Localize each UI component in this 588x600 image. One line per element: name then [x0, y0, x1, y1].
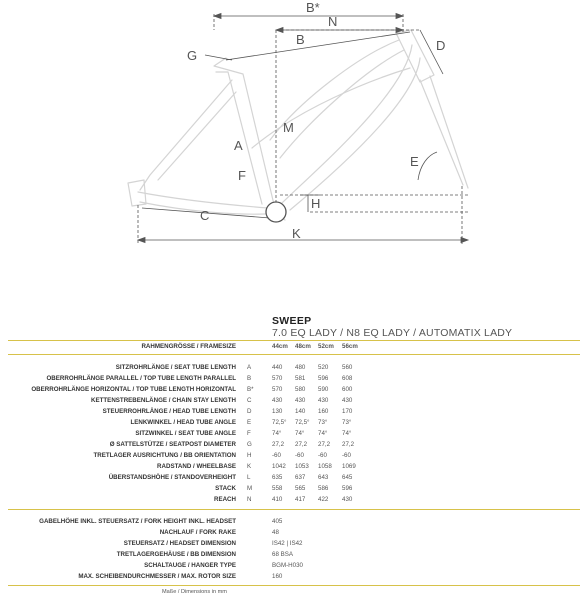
label-b-star: B*	[306, 0, 320, 15]
bike-frame-outline	[128, 30, 468, 220]
label-k: K	[292, 226, 301, 241]
size-col: 48cm	[295, 343, 311, 350]
divider-middle	[8, 509, 580, 510]
dimension-labels	[187, 0, 445, 241]
spec-row: STEUERSATZ / HEADSET DIMENSION IS42 | IS42	[123, 540, 303, 547]
table-header	[0, 342, 588, 352]
table-row: STEUERROHRLÄNGE / HEAD TUBE LENGTH D 130 140 160 170	[102, 408, 353, 415]
table-row: REACH N 410 417 422 430	[213, 496, 353, 503]
table-row: KETTENSTREBENLÄNGE / CHAIN STAY LENGTH C 430 430 430 430	[91, 397, 353, 404]
spec-row: SCHALTAUGE / HANGER TYPE BGM-H030	[144, 562, 303, 569]
divider-bottom	[8, 585, 580, 586]
frame-size-label: RAHMENGRÖSSE / FRAMESIZE	[141, 343, 236, 350]
table-row: TRETLAGER AUSRICHTUNG / BB ORIENTATION H -60 -60 -60 -60	[93, 452, 351, 459]
table-row: SITZROHRLÄNGE / SEAT TUBE LENGTH A 440 480 520 560	[115, 364, 353, 371]
spec-row: NACHLAUF / FORK RAKE 48	[159, 529, 279, 536]
label-b: B	[296, 32, 305, 47]
table-row: Ø SATTELSTÜTZE / SEATPOST DIAMETER G 27,2 27,2 27,2 27,2	[109, 441, 355, 448]
divider-top	[8, 340, 580, 341]
bottom-bracket	[266, 202, 286, 222]
table-row: OBERROHRLÄNGE PARALLEL / TOP TUBE LENGTH PARALLEL B 570 581 596 608	[46, 375, 353, 382]
footnote: Maße / Dimensions in mm	[162, 589, 227, 595]
label-c: C	[200, 208, 210, 223]
label-m: M	[283, 120, 294, 135]
spec-row: TRETLAGERGEHÄUSE / BB DIMENSION 68 BSA	[116, 551, 293, 558]
label-e: E	[410, 154, 419, 169]
divider-header	[8, 354, 580, 355]
table-row: RADSTAND / WHEELBASE K 1042 1053 1058 1069	[157, 463, 356, 470]
spec-row: GABELHÖHE INKL. STEUERSATZ / FORK HEIGHT INKL. HEADSET 405	[39, 518, 283, 525]
label-f: F	[238, 168, 246, 183]
label-h: H	[311, 196, 321, 211]
size-col: 56cm	[342, 343, 358, 350]
table-row: STACK M 558 565 586 596	[215, 485, 353, 492]
spec-row: MAX. SCHEIBENDURCHMESSER / MAX. ROTOR SIZE 160	[78, 573, 283, 580]
table-row: SITZWINKEL / SEAT TUBE ANGLE F 74° 74° 74° 74°	[135, 430, 352, 437]
label-g: G	[187, 48, 198, 63]
model-name: SWEEP	[272, 315, 312, 327]
label-n: N	[328, 14, 338, 29]
table-row: LENKWINKEL / HEAD TUBE ANGLE E 72,5° 72,5° 73° 73°	[130, 419, 352, 426]
model-variants: 7.0 EQ LADY / N8 EQ LADY / AUTOMATIX LADY	[272, 327, 513, 339]
table-row: ÜBERSTANDSHÖHE / STANDOVERHEIGHT L 635 637 643 645	[108, 474, 353, 481]
label-a: A	[234, 138, 243, 153]
label-d: D	[436, 38, 446, 53]
size-col: 52cm	[318, 343, 334, 350]
size-col: 44cm	[272, 343, 288, 350]
table-row: OBERROHRLÄNGE HORIZONTAL / TOP TUBE LENGTH HORIZONTAL B* 570 580 590 600	[31, 386, 353, 393]
